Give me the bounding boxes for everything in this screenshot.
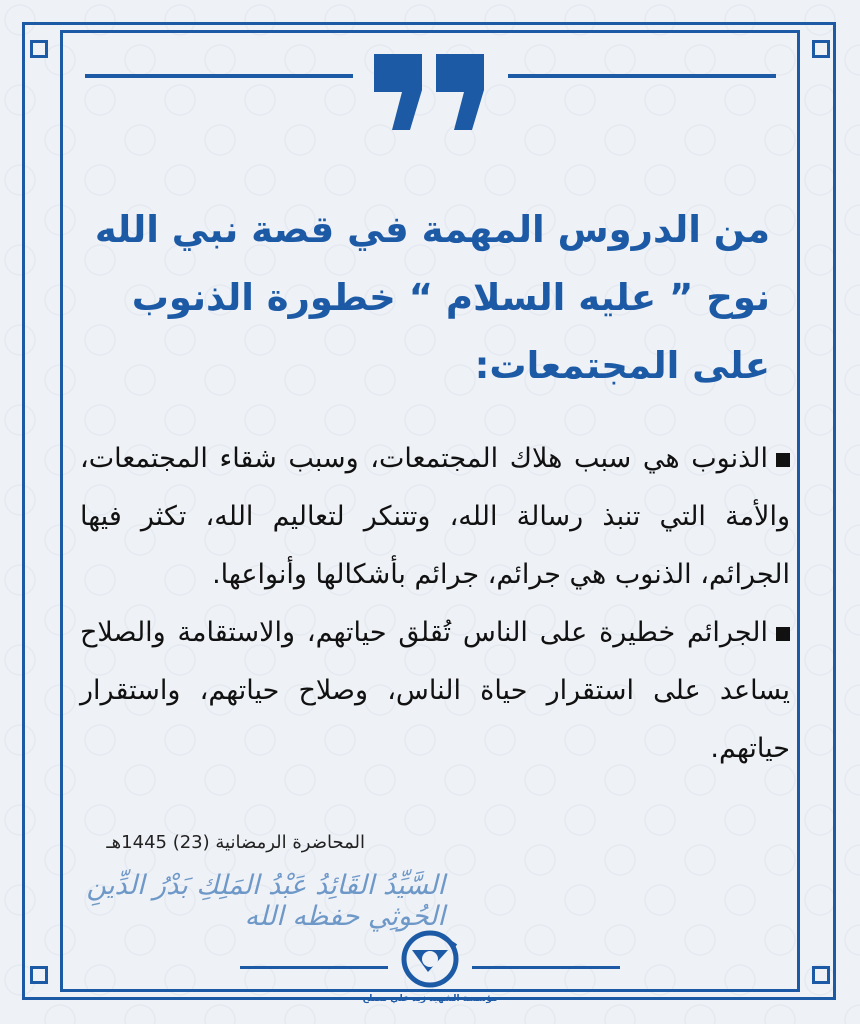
body-text (80, 430, 790, 778)
bottom-divider-right (472, 966, 620, 969)
corner-ornament-top-left (30, 40, 48, 58)
corner-ornament-top-right (812, 40, 830, 58)
logo-caption: مؤسسة الشهيد زيد علي مصلح (362, 994, 498, 1004)
paragraph-1-text: الذنوب هي سبب هلاك المجتمعات، وسبب شقاء المجتمعات، والأمة التي تنبذ رسالة الله، وتتنكر لتعاليم الله، تكثر فيها الجرائم، الذنوب هي جرائم، جرائم بأشكالها وأنواعها. (80, 443, 790, 590)
top-divider-right (508, 74, 776, 78)
headline: من الدروس المهمة في قصة نبي الله نوح ” عليه السلام “ خطورة الذنوب على المجتمعات: (94, 208, 770, 387)
top-divider-left (85, 74, 353, 78)
paragraph-1 (80, 430, 790, 604)
foundation-logo-icon (398, 928, 462, 990)
author-signature: السَّيِّدُ القَائِدُ عَبْدُ المَلِكِ بَدْرُ الدِّينِ الحُوثِي حفظه الله (86, 870, 445, 932)
corner-ornament-bottom-left (30, 966, 48, 984)
lecture-source: المحاضرة الرمضانية (23) 1445هـ (106, 832, 365, 853)
quote-mark-icon (370, 50, 490, 134)
corner-ornament-bottom-right (812, 966, 830, 984)
bottom-divider-left (240, 966, 388, 969)
bullet-square-icon (776, 627, 790, 641)
paragraph-2-text: الجرائم خطيرة على الناس تُقلق حياتهم، والاستقامة والصلاح يساعد على استقرار حياة الناس، وصلاح حياتهم، واستقرار حياتهم. (80, 617, 790, 764)
paragraph-2 (80, 604, 790, 778)
bullet-square-icon (776, 453, 790, 467)
